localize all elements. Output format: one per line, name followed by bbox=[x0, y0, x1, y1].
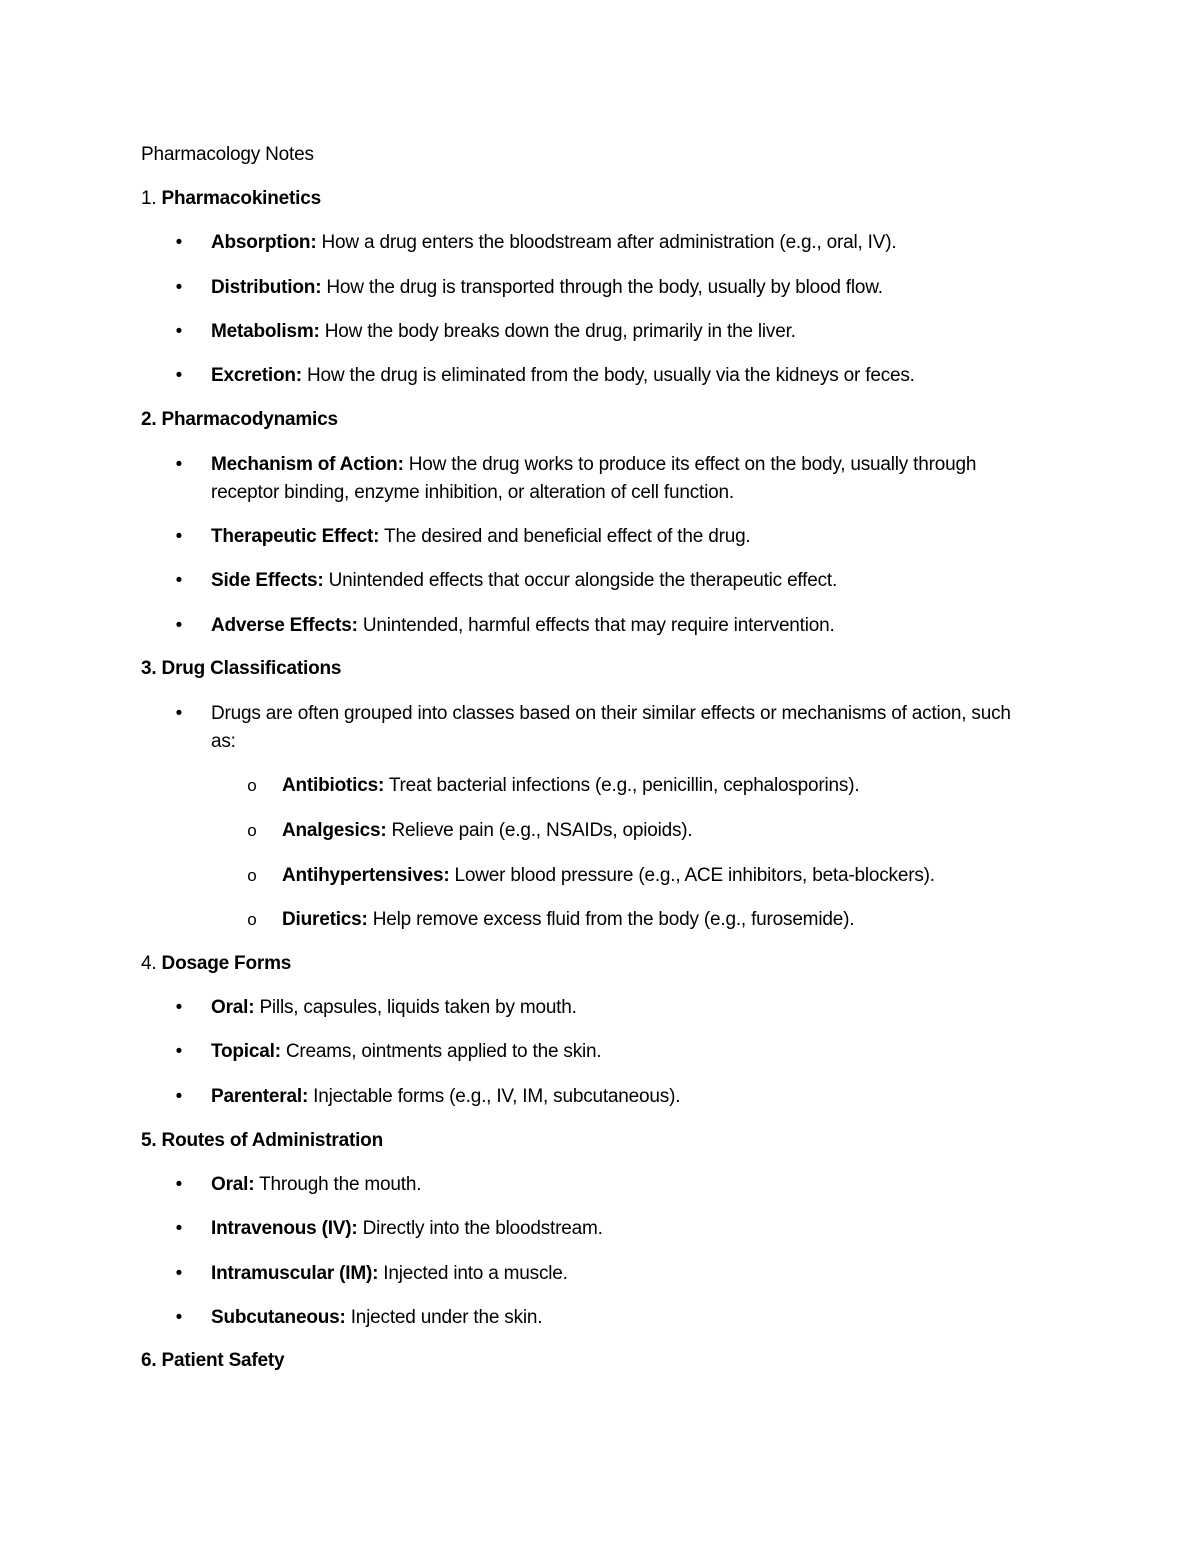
item-term: Oral: bbox=[211, 1174, 255, 1195]
sub-list-item bbox=[282, 817, 693, 845]
list-item bbox=[211, 1260, 568, 1288]
section-title: Patient Safety bbox=[161, 1350, 285, 1371]
list-item bbox=[211, 1083, 680, 1111]
section-title: Pharmacokinetics bbox=[161, 188, 321, 209]
item-term: Topical: bbox=[211, 1041, 281, 1062]
section-heading-patient-safety bbox=[141, 1347, 284, 1375]
item-term: Analgesics: bbox=[282, 820, 387, 841]
section-heading-pharmacodynamics bbox=[141, 406, 338, 434]
section-number: 5. bbox=[141, 1130, 157, 1151]
section-number: 6. bbox=[141, 1350, 157, 1371]
item-text: The desired and beneficial effect of the drug. bbox=[379, 526, 751, 547]
list-item bbox=[211, 1304, 542, 1332]
item-term: Intravenous (IV): bbox=[211, 1218, 358, 1239]
item-term: Distribution: bbox=[211, 277, 322, 298]
item-text: How the drug is eliminated from the body, usually via the kidneys or feces. bbox=[301, 365, 915, 386]
section-title: Pharmacodynamics bbox=[161, 409, 338, 430]
section-heading-drug-classifications bbox=[141, 655, 341, 683]
item-text: How the drug is transported through the body, usually by blood flow. bbox=[321, 277, 883, 298]
section-title: Drug Classifications bbox=[161, 658, 342, 679]
item-term: Parenteral: bbox=[211, 1086, 309, 1107]
section-number: 1. bbox=[141, 188, 157, 209]
item-term: Metabolism: bbox=[211, 321, 320, 342]
section-number: 2. bbox=[141, 409, 157, 430]
bullet-icon: • bbox=[175, 615, 183, 636]
list-item bbox=[211, 612, 835, 640]
item-term: Antibiotics: bbox=[282, 775, 385, 796]
bullet-icon: • bbox=[175, 570, 183, 591]
sub-bullet-icon: o bbox=[247, 910, 257, 929]
item-term: Adverse Effects: bbox=[211, 615, 358, 636]
item-text: Through the mouth. bbox=[254, 1174, 422, 1195]
section-heading-pharmacokinetics bbox=[141, 185, 321, 213]
item-text: How a drug enters the bloodstream after administration (e.g., oral, IV). bbox=[316, 232, 897, 253]
item-text: Unintended effects that occur alongside the therapeutic effect. bbox=[323, 570, 838, 591]
item-text: Creams, ointments applied to the skin. bbox=[280, 1041, 602, 1062]
section-heading-routes-of-administration bbox=[141, 1127, 383, 1155]
bullet-icon: • bbox=[175, 526, 183, 547]
document-title: Pharmacology Notes bbox=[141, 144, 314, 165]
item-text: Relieve pain (e.g., NSAIDs, opioids). bbox=[386, 820, 693, 841]
list-item bbox=[211, 1038, 601, 1066]
list-item bbox=[211, 994, 577, 1022]
sub-list-item bbox=[282, 862, 935, 890]
list-item bbox=[211, 362, 915, 390]
list-item bbox=[211, 1215, 603, 1243]
bullet-icon: • bbox=[175, 703, 183, 724]
item-term: Subcutaneous: bbox=[211, 1307, 346, 1328]
item-text: Directly into the bloodstream. bbox=[357, 1218, 603, 1239]
bullet-icon: • bbox=[175, 1086, 183, 1107]
item-text: Unintended, harmful effects that may require intervention. bbox=[357, 615, 835, 636]
item-text: How the drug works to produce its effect on the body, usually through bbox=[403, 454, 977, 475]
section-title: Routes of Administration bbox=[161, 1130, 383, 1151]
list-item bbox=[211, 229, 896, 257]
list-item bbox=[211, 451, 976, 479]
list-item-continuation: as: bbox=[211, 731, 236, 752]
section-title: Dosage Forms bbox=[161, 953, 292, 974]
list-item bbox=[211, 567, 837, 595]
list-item bbox=[211, 523, 751, 551]
sub-bullet-icon: o bbox=[247, 866, 257, 885]
section-number: 4. bbox=[141, 953, 157, 974]
item-term: Absorption: bbox=[211, 232, 317, 253]
bullet-icon: • bbox=[175, 1263, 183, 1284]
bullet-icon: • bbox=[175, 454, 183, 475]
item-text: How the body breaks down the drug, primarily in the liver. bbox=[319, 321, 796, 342]
bullet-icon: • bbox=[175, 1174, 183, 1195]
bullet-icon: • bbox=[175, 365, 183, 386]
item-text: Injected under the skin. bbox=[345, 1307, 543, 1328]
list-item bbox=[211, 274, 883, 302]
sub-bullet-icon: o bbox=[247, 821, 257, 840]
item-term: Oral: bbox=[211, 997, 255, 1018]
item-term: Diuretics: bbox=[282, 909, 368, 930]
sub-list-item bbox=[282, 772, 859, 800]
item-text: Injected into a muscle. bbox=[378, 1263, 568, 1284]
list-item-continuation: receptor binding, enzyme inhibition, or alteration of cell function. bbox=[211, 482, 734, 503]
item-text: Treat bacterial infections (e.g., penicillin, cephalosporins). bbox=[384, 775, 860, 796]
bullet-icon: • bbox=[175, 232, 183, 253]
section-number: 3. bbox=[141, 658, 157, 679]
bullet-icon: • bbox=[175, 321, 183, 342]
list-item: Drugs are often grouped into classes based on their similar effects or mechanisms of action, such bbox=[211, 703, 1011, 724]
item-text: Help remove excess fluid from the body (e.g., furosemide). bbox=[367, 909, 855, 930]
sub-bullet-icon: o bbox=[247, 776, 257, 795]
bullet-icon: • bbox=[175, 997, 183, 1018]
sub-list-item bbox=[282, 906, 854, 934]
bullet-icon: • bbox=[175, 1307, 183, 1328]
item-text: Lower blood pressure (e.g., ACE inhibitors, beta-blockers). bbox=[449, 865, 935, 886]
item-term: Antihypertensives: bbox=[282, 865, 450, 886]
item-term: Excretion: bbox=[211, 365, 302, 386]
item-term: Side Effects: bbox=[211, 570, 324, 591]
bullet-icon: • bbox=[175, 1041, 183, 1062]
bullet-icon: • bbox=[175, 277, 183, 298]
list-item bbox=[211, 318, 796, 346]
item-term: Therapeutic Effect: bbox=[211, 526, 380, 547]
bullet-icon: • bbox=[175, 1218, 183, 1239]
item-term: Mechanism of Action: bbox=[211, 454, 404, 475]
item-term: Intramuscular (IM): bbox=[211, 1263, 379, 1284]
item-text: Pills, capsules, liquids taken by mouth. bbox=[254, 997, 577, 1018]
section-heading-dosage-forms bbox=[141, 950, 291, 978]
list-item bbox=[211, 1171, 421, 1199]
item-text: Injectable forms (e.g., IV, IM, subcutaneous). bbox=[308, 1086, 681, 1107]
